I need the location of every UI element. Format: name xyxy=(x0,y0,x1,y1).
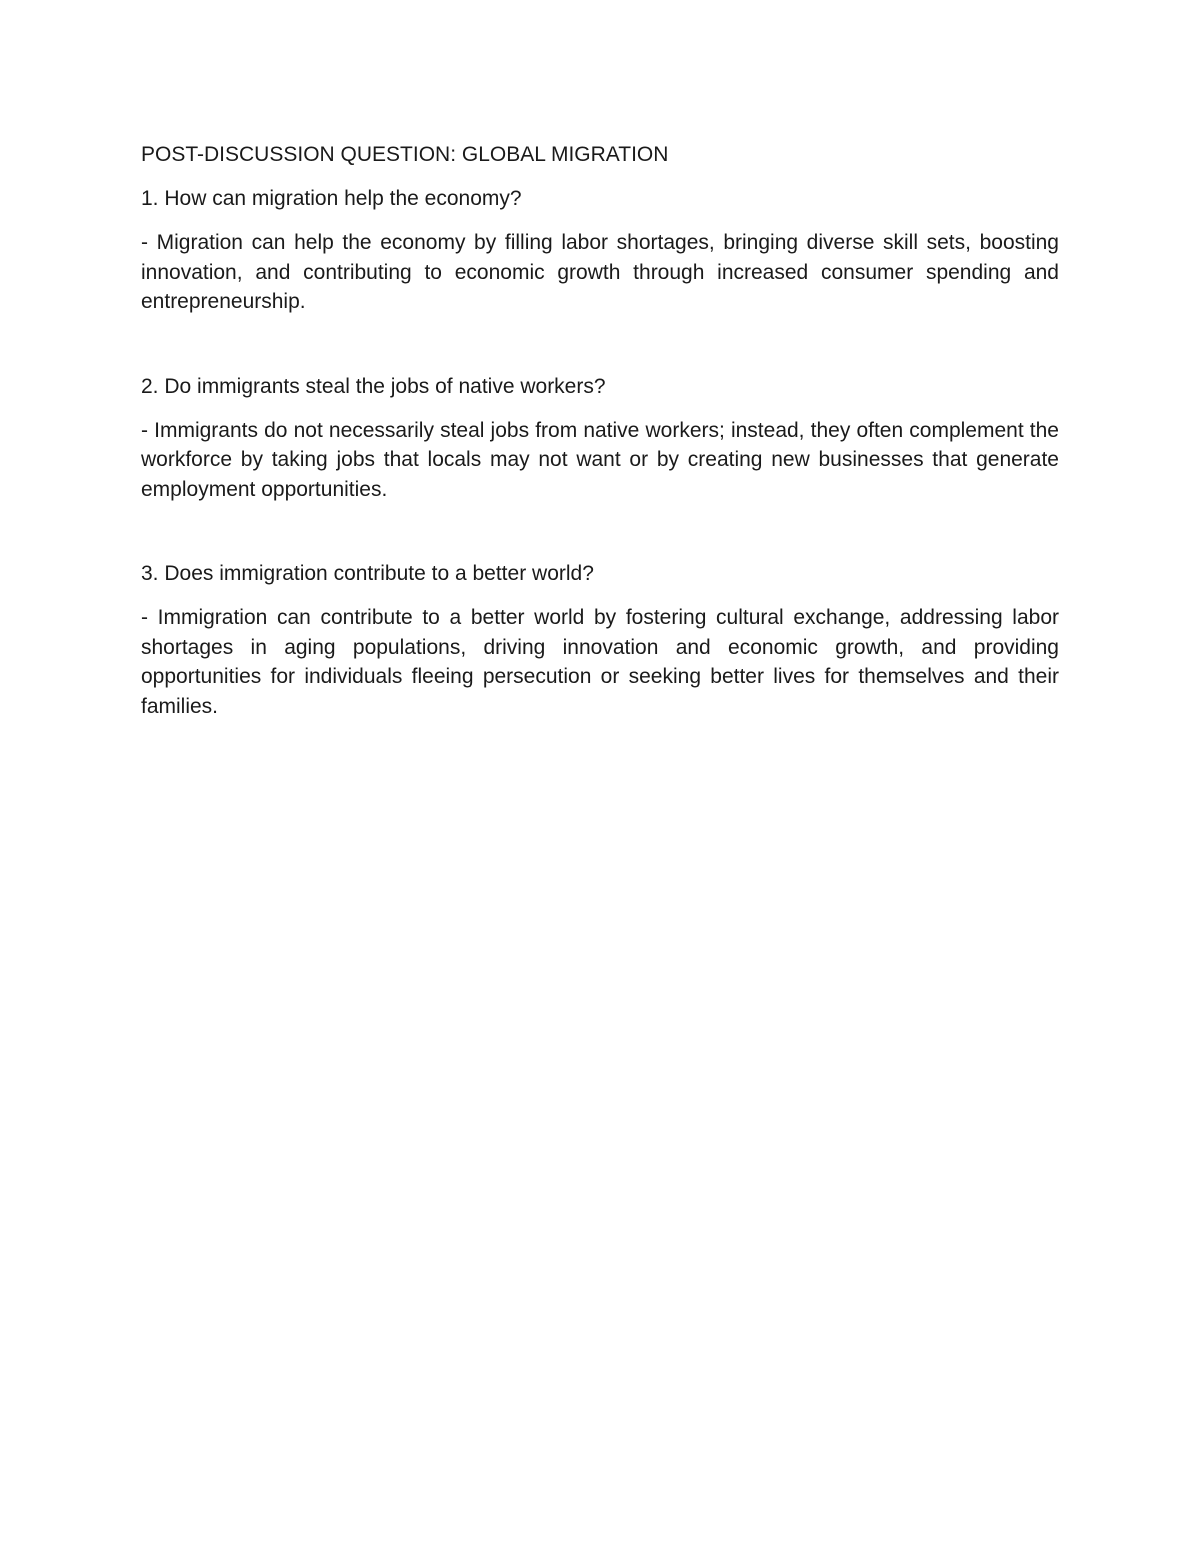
answer-1: - Migration can help the economy by filling labor shortages, bringing diverse skill sets, boosting innovation, and contributing to economic growth through increased consumer spending and entrepreneurship. xyxy=(141,231,1059,313)
document-page xyxy=(141,140,1059,721)
qa-item-3 xyxy=(141,559,1059,721)
document-title: POST-DISCUSSION QUESTION: GLOBAL MIGRATION xyxy=(141,143,669,166)
qa-item-2 xyxy=(141,372,1059,505)
qa-item-1 xyxy=(141,184,1059,317)
answer-3: - Immigration can contribute to a better world by fostering cultural exchange, addressing labor shortages in aging populations, driving innovation and economic growth, and providing opportunities for individuals fleeing persecution or seeking better lives for themselves and their families. xyxy=(141,606,1059,718)
question-3: 3. Does immigration contribute to a better world? xyxy=(141,562,594,585)
question-1: 1. How can migration help the economy? xyxy=(141,187,522,210)
answer-2: - Immigrants do not necessarily steal jobs from native workers; instead, they often complement the workforce by taking jobs that locals may not want or by creating new businesses that generate employment opportunities. xyxy=(141,418,1059,501)
question-2: 2. Do immigrants steal the jobs of native workers? xyxy=(141,374,606,398)
